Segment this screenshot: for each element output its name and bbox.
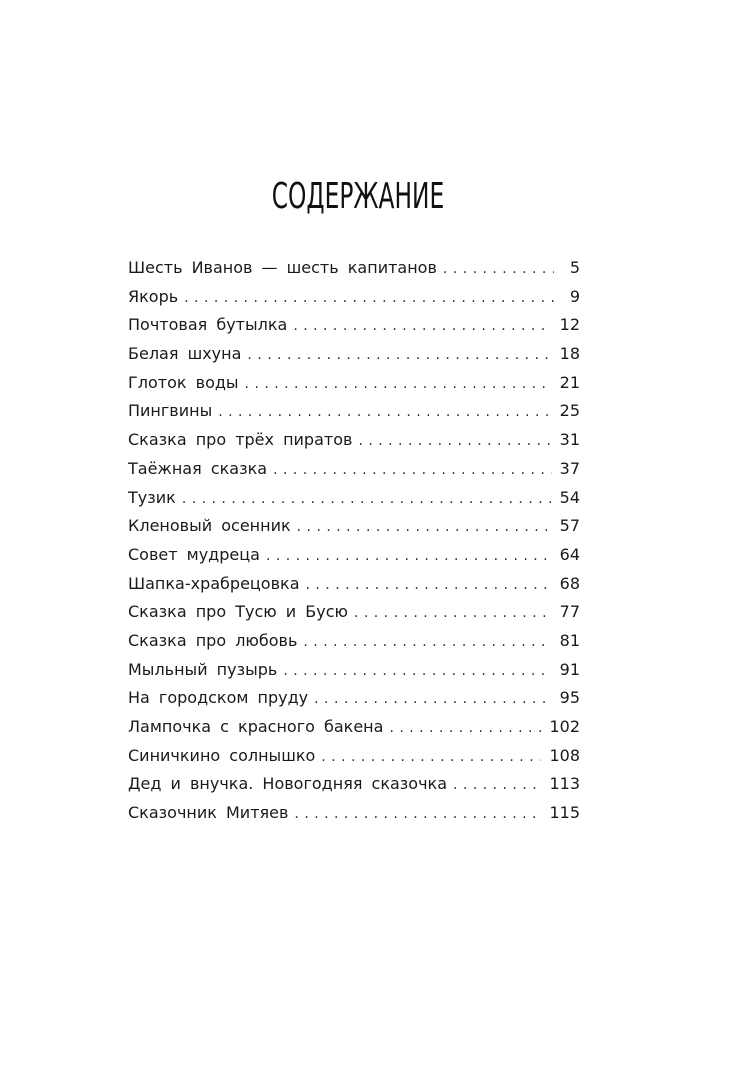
- toc-entry-title: Сказка про трёх пиратов: [128, 430, 353, 450]
- toc-entry-title: Лампочка с красного бакена: [128, 717, 384, 736]
- toc-entry: [128, 426, 580, 455]
- toc-entry: [128, 656, 580, 685]
- toc-entry-page: 95: [559, 688, 580, 708]
- toc-entry-title: Якорь: [128, 286, 179, 306]
- toc-entry-title: Тузик: [128, 487, 176, 507]
- toc-entry: [128, 484, 580, 513]
- toc-entry: [128, 541, 580, 570]
- toc-leader-dots: [314, 685, 551, 714]
- toc-entry-page: 108: [549, 745, 580, 765]
- toc-entry-title: Пингвины: [128, 401, 213, 421]
- toc-leader-dots: [294, 800, 541, 829]
- toc-entry: [128, 598, 580, 627]
- toc-entry-page: 113: [549, 774, 580, 794]
- toc-entry: [128, 713, 580, 742]
- toc-entry-page: 25: [559, 401, 580, 421]
- toc-leader-dots: [303, 628, 551, 657]
- toc-entry-title: Почтовая бутылка: [128, 315, 288, 335]
- toc-entry-title: Сказочник Митяев: [128, 803, 289, 823]
- toc-entry-title: Таёжная сказка: [128, 458, 268, 478]
- toc-entry: [128, 512, 580, 541]
- toc-leader-dots: [389, 714, 541, 743]
- toc-entry-title: На городском пруду: [128, 688, 309, 708]
- toc-entry-page: 68: [559, 573, 580, 593]
- toc-entry-page: 64: [559, 544, 580, 564]
- toc-leader-dots: [245, 370, 552, 399]
- toc-entry-page: 5: [569, 258, 580, 277]
- toc-entry-title: Дед и внучка. Новогодняя сказочка: [128, 774, 448, 794]
- toc-entry-title: Сказка про любовь: [128, 630, 298, 650]
- toc-entry-title: Глоток воды: [128, 372, 239, 392]
- toc-entry-page: 12: [559, 315, 580, 335]
- toc-entry-title: Мыльный пузырь: [128, 659, 278, 679]
- toc-entry: [128, 684, 580, 713]
- toc-entry: [128, 742, 580, 771]
- toc-entry-page: 91: [559, 659, 580, 679]
- toc-entry: [128, 254, 580, 283]
- toc-leader-dots: [306, 571, 552, 600]
- toc-leader-dots: [321, 743, 541, 772]
- toc-entry: [128, 770, 580, 799]
- toc-leader-dots: [297, 513, 552, 542]
- toc-entry: [128, 283, 580, 312]
- toc-leader-dots: [273, 456, 552, 485]
- toc-entry-page: 102: [549, 717, 580, 736]
- toc-leader-dots: [218, 398, 551, 427]
- toc-entry-page: 54: [559, 487, 580, 507]
- toc-entry-title: Кленовый осенник: [128, 516, 291, 536]
- toc-entry-title: Белая шхуна: [128, 344, 242, 364]
- page-title: СОДЕРЖАНИЕ: [271, 176, 445, 217]
- toc-entry-page: 115: [549, 803, 580, 823]
- toc-entry: [128, 799, 580, 828]
- toc-entry: [128, 397, 580, 426]
- toc-entry: [128, 340, 580, 369]
- toc-leader-dots: [453, 771, 541, 800]
- toc-leader-dots: [184, 284, 554, 313]
- toc-entry-page: 31: [559, 430, 580, 450]
- toc-leader-dots: [293, 312, 551, 341]
- toc-entry: [128, 455, 580, 484]
- toc-leader-dots: [358, 427, 551, 456]
- toc-entry: [128, 627, 580, 656]
- toc-entry-page: 18: [559, 344, 580, 364]
- toc-leader-dots: [354, 599, 552, 628]
- toc-entry-page: 81: [559, 630, 580, 650]
- toc-entry-page: 77: [559, 602, 580, 622]
- toc-leader-dots: [283, 657, 551, 686]
- toc-entry-page: 37: [559, 458, 580, 478]
- toc-entry-page: 57: [559, 516, 580, 536]
- toc-entry: [128, 570, 580, 599]
- toc-leader-dots: [247, 341, 551, 370]
- toc-entry-title: Синичкино солнышко: [128, 745, 316, 765]
- toc-entry: [128, 311, 580, 340]
- toc-entry: [128, 369, 580, 398]
- toc-entry-page: 9: [569, 286, 580, 306]
- table-of-contents: [128, 254, 580, 828]
- toc-entry-title: Шапка-храбрецовка: [128, 573, 300, 593]
- toc-entry-title: Шесть Иванов — шесть капитанов: [128, 258, 437, 277]
- toc-leader-dots: [443, 255, 554, 284]
- toc-entry-page: 21: [559, 372, 580, 392]
- toc-leader-dots: [266, 542, 552, 571]
- toc-entry-title: Сказка про Тусю и Бусю: [128, 602, 348, 622]
- toc-entry-title: Совет мудреца: [128, 544, 260, 564]
- toc-leader-dots: [182, 485, 552, 514]
